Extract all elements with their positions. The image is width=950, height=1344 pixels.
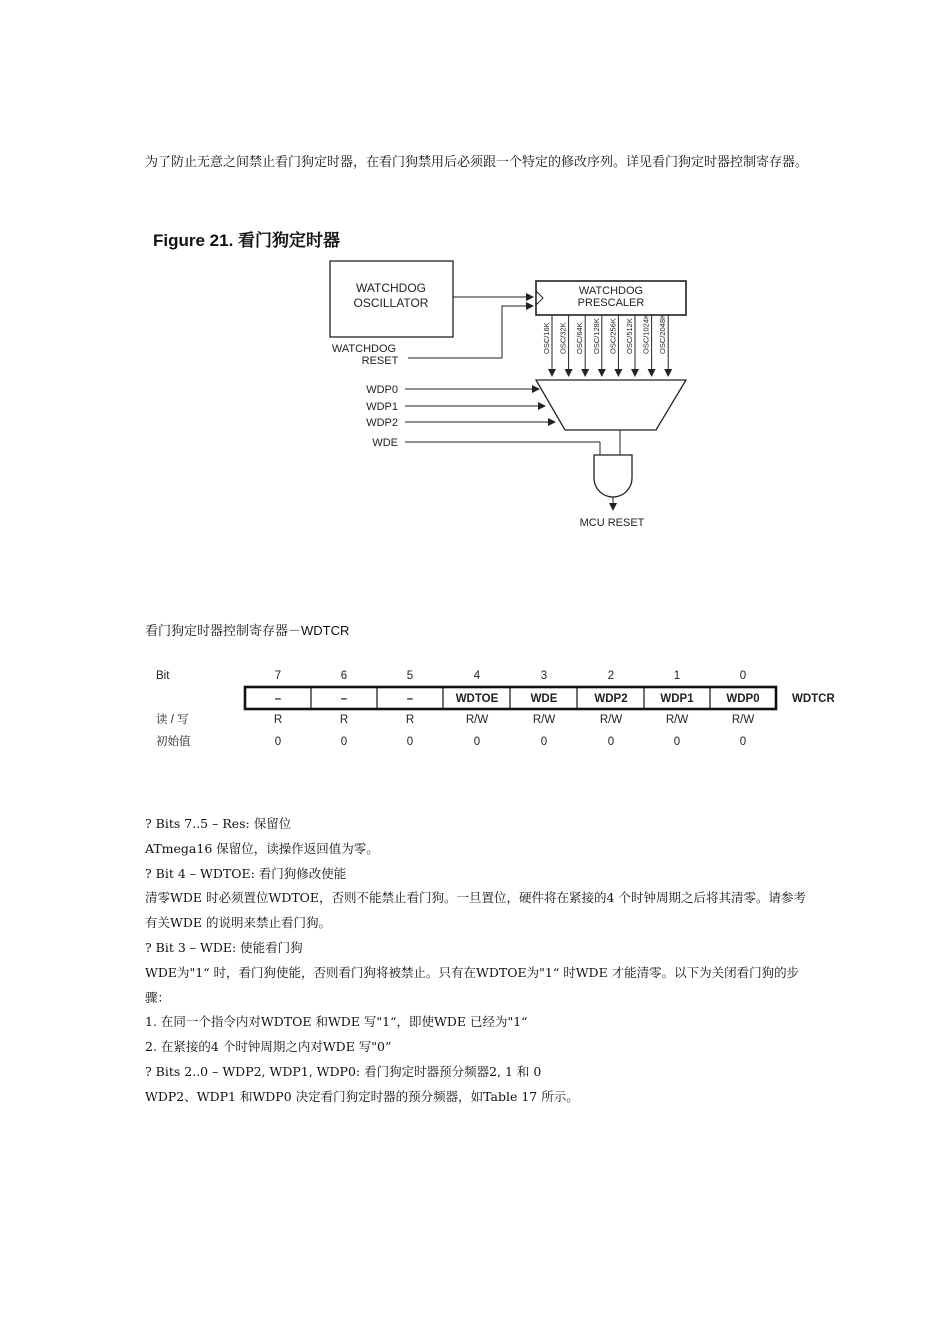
oscillator-label-line2: OSCILLATOR <box>353 296 429 310</box>
init-value-bit-1: 0 <box>673 736 681 748</box>
bit-number-7: 7 <box>274 670 282 682</box>
register-field-bit-5: – <box>406 693 414 705</box>
register-field-bit-2: WDP2 <box>594 693 628 705</box>
register-field-bit-6: – <box>340 693 348 705</box>
init-value-bit-7: 0 <box>274 736 282 748</box>
register-field-bit-0: WDP0 <box>726 693 760 705</box>
init-value-bit-2: 0 <box>607 736 615 748</box>
bit-row-label: Bit <box>156 670 170 682</box>
wdtcr-register-table <box>156 670 835 748</box>
reset-label-line2: RESET <box>361 355 399 367</box>
prescaler-taps <box>542 314 668 376</box>
register-caption-text: 看门狗定时器控制寄存器－ <box>145 624 302 639</box>
bit-number-4: 4 <box>473 670 481 682</box>
tap-label-2: OSC/64K <box>575 322 585 354</box>
intro-paragraph: 为了防止无意之间禁止看门狗定时器，在看门狗禁用后必须跟一个特定的修改序列。详见看门狗定时器控制寄存器。 <box>145 155 809 170</box>
bit-number-3: 3 <box>540 670 548 682</box>
rw-value-bit-3: R/W <box>532 714 556 726</box>
bit-description-text <box>145 812 810 1110</box>
input-label-wdp2: WDP2 <box>366 417 398 429</box>
register-caption <box>145 620 349 639</box>
bits-2-0-text: WDP2、WDP1 和WDP0 决定看门狗定时器的预分频器，如Table 17 所示。 <box>145 1088 579 1104</box>
rw-value-bit-0: R/W <box>731 714 755 726</box>
tap-label-3: OSC/128K <box>591 318 601 354</box>
bit-3-heading: ? Bit 3 – WDE: 使能看门狗 <box>145 939 303 955</box>
prescaler-label-line1: WATCHDOG <box>578 285 644 297</box>
tap-label-1: OSC/32K <box>558 322 568 354</box>
input-label-wdp1: WDP1 <box>366 401 398 413</box>
init-value-bit-0: 0 <box>739 736 747 748</box>
init-value-bit-6: 0 <box>340 736 348 748</box>
bit-number-0: 0 <box>739 670 747 682</box>
rw-value-bit-5: R <box>405 714 415 726</box>
bit-4-heading: ? Bit 4 – WDTOE: 看门狗修改使能 <box>145 865 347 881</box>
rw-value-bit-7: R <box>273 714 283 726</box>
register-field-bit-7: – <box>274 693 282 705</box>
tap-label-6: OSC/1024K <box>641 313 651 354</box>
disable-step-1: 1. 在同一个指令内对WDTOE 和WDE 写"1“，即使WDE 已经为"1“ <box>145 1014 528 1030</box>
init-row-label: 初始值 <box>156 736 191 748</box>
tap-label-5: OSC/512K <box>625 318 634 354</box>
rw-value-bit-2: R/W <box>599 714 623 726</box>
register-field-bit-1: WDP1 <box>660 693 694 705</box>
register-field-bit-3: WDE <box>530 693 558 705</box>
bit-number-5: 5 <box>406 670 414 682</box>
bit-3-text: WDE为"1“ 时，看门狗使能，否则看门狗将被禁止。只有在WDTOE为"1“ 时WDE 才能清零。以下为关闭看门狗的步骤： <box>145 964 800 1005</box>
init-value-bit-4: 0 <box>473 736 481 748</box>
bit-number-6: 6 <box>340 670 348 682</box>
tap-label-0: OSC/16K <box>542 322 551 354</box>
rw-value-bit-4: R/W <box>465 714 489 726</box>
register-name: WDTCR <box>792 693 835 705</box>
multiplexer <box>536 380 686 430</box>
register-caption-symbol: WDTCR <box>301 623 350 638</box>
bits-7-5-heading: ? Bits 7..5 – Res: 保留位 <box>145 816 292 831</box>
bits-7-5-text: ATmega16 保留位，读操作返回值为零。 <box>145 840 379 856</box>
and-gate <box>594 455 632 497</box>
figure-title: Figure 21. 看门狗定时器 <box>153 231 341 250</box>
init-value-bit-3: 0 <box>540 736 548 748</box>
rw-row-label: 读 / 写 <box>156 714 189 726</box>
mcu-reset-label: MCU RESET <box>579 517 645 529</box>
oscillator-label-line1: WATCHDOG <box>356 281 426 295</box>
input-label-wde: WDE <box>372 437 398 449</box>
bit-4-text: 清零WDE 时必须置位WDTOE，否则不能禁止看门狗。一旦置位，硬件将在紧接的4 个时钟周期之后将其清零。请参考有关WDE 的说明来禁止看门狗。 <box>145 890 806 931</box>
reset-label-line1: WATCHDOG <box>331 343 397 355</box>
tap-label-4: OSC/256K <box>608 318 618 354</box>
rw-value-bit-6: R <box>339 714 349 726</box>
bit-number-1: 1 <box>673 670 681 682</box>
bits-2-0-heading: ? Bits 2..0 – WDP2, WDP1, WDP0: 看门狗定时器预分频器2, 1 和 0 <box>145 1063 542 1079</box>
input-label-wdp0: WDP0 <box>366 384 398 396</box>
prescaler-label-line2: PRESCALER <box>577 297 645 309</box>
rw-value-bit-1: R/W <box>665 714 689 726</box>
tap-label-7: OSC/2048K <box>658 313 668 354</box>
bit-number-2: 2 <box>607 670 615 682</box>
disable-step-2: 2. 在紧接的4 个时钟周期之内对WDE 写"0” <box>145 1039 392 1055</box>
init-value-bit-5: 0 <box>406 736 414 748</box>
register-field-bit-4: WDTOE <box>455 693 499 705</box>
